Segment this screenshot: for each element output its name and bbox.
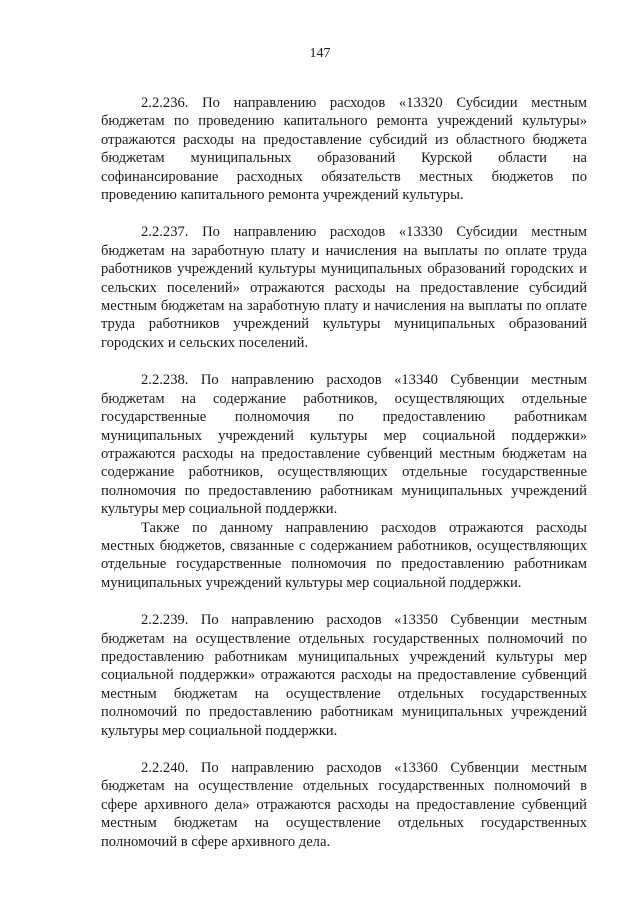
section-2-2-240 xyxy=(101,759,587,851)
section-2-2-237 xyxy=(101,223,587,352)
section-spacer xyxy=(101,352,587,371)
section-spacer xyxy=(101,740,587,759)
paragraph: 2.2.238. По направлению расходов «13340 Субвенции местным бюджетам на содержание работников, осуществляющих отдельные государственные полномочия по предоставлению работникам муниципальных учреждений культуры мер социальной поддержки» отражаются расходы на предоставление субвенций местным бюджетам на содержание работников, осуществляющих отдельные государственные полномочия по предоставлению работникам муниципальных учреждений культуры мер социальной поддержки. xyxy=(101,372,587,518)
section-spacer xyxy=(101,592,587,611)
paragraph: 2.2.237. По направлению расходов «13330 Субсидии местным бюджетам на заработную плату и начисления на выплаты по оплате труда работников учреждений культуры муниципальных образований городских и сельских поселений» отражаются расходы на предоставление субсидий местным бюджетам на заработную плату и начисления на выплаты по оплате труда работников учреждений культуры муниципальных образований городских и сельских поселений. xyxy=(101,224,587,351)
section-2-2-239 xyxy=(101,611,587,740)
section-2-2-236 xyxy=(101,94,587,204)
paragraph: 2.2.236. По направлению расходов «13320 Субсидии местным бюджетам по проведению капитального ремонта учреждений культуры» отражаются расходы на предоставление субсидий из областного бюджета бюджетам муниципальных образований Курской области на софинансирование расходных обязательств местных бюджетов по проведению капитального ремонта учреждений культуры. xyxy=(101,95,587,204)
section-2-2-238 xyxy=(101,371,587,592)
document-body xyxy=(101,94,587,851)
paragraph: Также по данному направлению расходов отражаются расходы местных бюджетов, связанные с содержанием работников, осуществляющих отдельные государственные полномочия по предоставлению работникам муниципальных учреждений культуры мер социальной поддержки. xyxy=(101,519,587,591)
paragraph: 2.2.240. По направлению расходов «13360 Субвенции местным бюджетам на осуществление отдельных государственных полномочий в сфере архивного дела» отражаются расходы на предоставление субвенций местным бюджетам на осуществление отдельных государственных полномочий в сфере архивного дела. xyxy=(101,760,587,850)
section-spacer xyxy=(101,204,587,223)
paragraph: 2.2.239. По направлению расходов «13350 Субвенции местным бюджетам на осуществление отдельных государственных полномочий по предоставлению работникам муниципальных учреждений культуры мер социальной поддержки» отражаются расходы на предоставление субвенций местным бюджетам на осуществление отдельных государственных полномочий по предоставлению работникам муниципальных учреждений культуры мер социальной поддержки. xyxy=(101,612,587,739)
page-number: 147 xyxy=(309,46,331,61)
